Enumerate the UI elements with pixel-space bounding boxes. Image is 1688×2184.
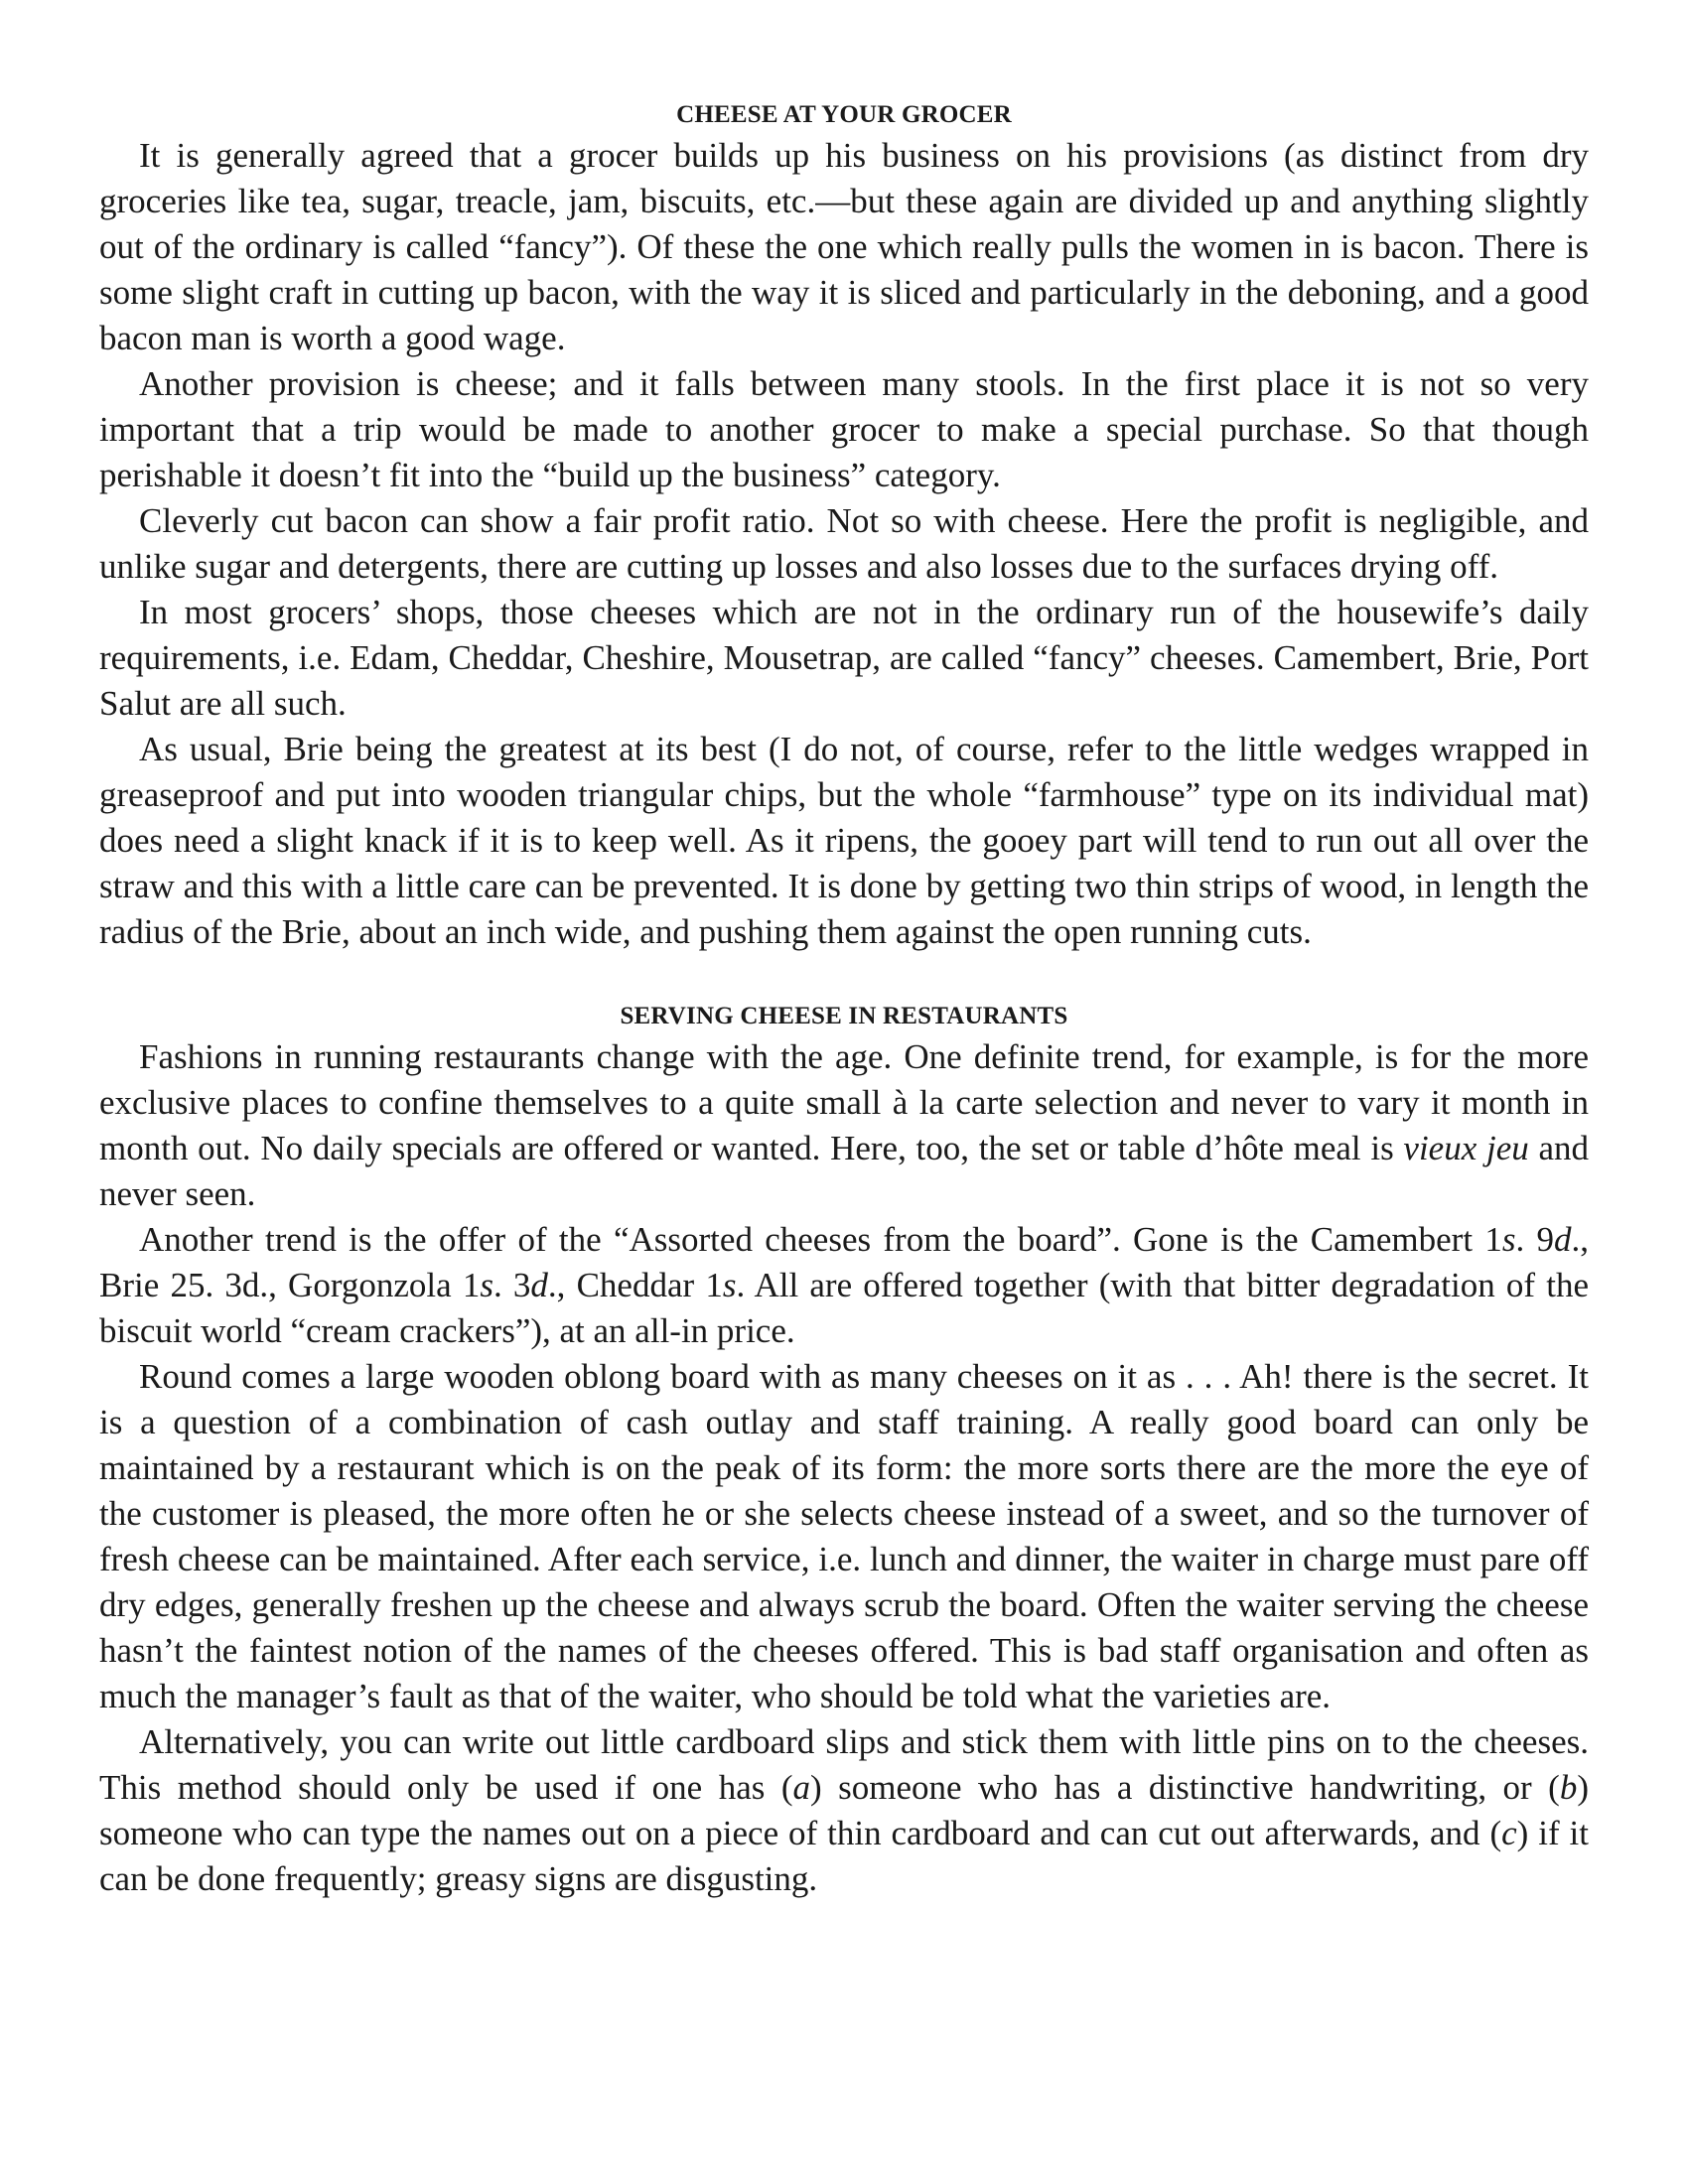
- paragraph: [99, 133, 1589, 361]
- text-run: Fashions in running restaurants change with the age. One definite trend, for example, is for the more exclusive places to confine themselves to a quite small à la carte selection and never to vary it month in month out. No daily specials are offered or wanted. Here, too, the set or table d’hôte meal is: [99, 1037, 1589, 1167]
- italic-run: s: [480, 1266, 493, 1304]
- text-run: Another provision is cheese; and it falls between many stools. In the first place it is not so very important that a trip would be made to another grocer to make a special purchase. So that though perishable it doesn’t fit into the “build up the business” category.: [99, 364, 1589, 494]
- text-run: ) someone who can type the names out on a piece of thin cardboard and can cut out afterwards, and (: [99, 1768, 1589, 1852]
- text-run: Alternatively, you can write out little cardboard slips and stick them with little pins on to the cheeses. This method should only be used if one has (: [99, 1722, 1589, 1807]
- paragraph: [99, 727, 1589, 955]
- paragraph: [99, 361, 1589, 498]
- paragraph: [99, 1034, 1589, 1217]
- paragraph: [99, 1719, 1589, 1902]
- text-run: ) someone who has a distinctive handwriting, or (: [809, 1768, 1560, 1807]
- text-run: Cleverly cut bacon can show a fair profit ratio. Not so with cheese. Here the profit is negligible, and unlike sugar and detergents, there are cutting up losses and also losses due to the surfaces drying off.: [99, 501, 1589, 586]
- section-heading-grocer: CHEESE AT YOUR GROCER: [676, 101, 1012, 128]
- text-run: ., Cheddar 1: [547, 1266, 723, 1304]
- text-run: . 9: [1515, 1220, 1555, 1259]
- italic-run: s: [1501, 1220, 1516, 1259]
- italic-run: c: [1501, 1814, 1517, 1852]
- text-run: ., Brie 25. 3d., Gorgonzola 1: [99, 1220, 1590, 1304]
- text-run: . 3: [492, 1266, 531, 1304]
- text-run: It is generally agreed that a grocer builds up his business on his provisions (as distinct from dry groceries like tea, sugar, treacle, jam, biscuits, etc.—but these again are divided up and anything slightly out of the ordinary is called “fancy”). Of these the one which really pulls the women in is bacon. There is some slight craft in cutting up bacon, with the way it is sliced and particularly in the deboning, and a good bacon man is worth a good wage.: [99, 136, 1589, 357]
- italic-run: b: [1559, 1768, 1578, 1807]
- paragraph: [99, 1217, 1589, 1354]
- paragraph: [99, 590, 1589, 727]
- text-run: Another trend is the offer of the “Assorted cheeses from the board”. Gone is the Camembert 1: [139, 1220, 1502, 1259]
- text-run: Round comes a large wooden oblong board with as many cheeses on it as . . . Ah! there is the secret. It is a question of a combination of cash outlay and staff training. A really good board can only be maintained by a restaurant which is on the peak of its form: the more sorts there are the more the eye of the customer is pleased, the more often he or she selects cheese instead of a sweet, and so the turnover of fresh cheese can be maintained. After each service, i.e. lunch and dinner, the waiter in charge must pare off dry edges, generally freshen up the cheese and always scrub the board. Often the waiter serving the cheese hasn’t the faintest notion of the names of the cheeses offered. This is bad staff organisation and often as much the manager’s fault as that of the waiter, who should be told what the varieties are.: [99, 1357, 1589, 1715]
- text-run: . All are offered together (with that bitter degradation of the biscuit world “cream crackers”), at an all-in price.: [99, 1266, 1589, 1350]
- text-run: and never seen.: [99, 1129, 1589, 1213]
- text-run: As usual, Brie being the greatest at its best (I do not, of course, refer to the little wedges wrapped in greaseproof and put into wooden triangular chips, but the whole “farmhouse” type on its individual mat) does need a slight knack if it is to keep well. As it ripens, the gooey part will tend to run out all over the straw and this with a little care can be prevented. It is done by getting two thin strips of wood, in length the radius of the Brie, about an inch wide, and pushing them against the open running cuts.: [99, 730, 1589, 951]
- paragraph: [99, 1354, 1589, 1719]
- italic-run: d: [530, 1266, 548, 1304]
- text-run: ) if it can be done frequently; greasy signs are disgusting.: [99, 1814, 1590, 1898]
- document-page: [99, 97, 1589, 1902]
- text-run: In most grocers’ shops, those cheeses which are not in the ordinary run of the housewife’s daily requirements, i.e. Edam, Cheddar, Cheshire, Mousetrap, are called “fancy” cheeses. Camembert, Brie, Port Salut are all such.: [99, 593, 1589, 723]
- paragraph: [99, 498, 1589, 590]
- section-heading-restaurants: SERVING CHEESE IN RESTAURANTS: [620, 1003, 1068, 1029]
- italic-run: vieux jeu: [1403, 1129, 1529, 1167]
- italic-run: s: [722, 1266, 737, 1304]
- italic-run: d: [1554, 1220, 1572, 1259]
- italic-run: a: [792, 1768, 810, 1807]
